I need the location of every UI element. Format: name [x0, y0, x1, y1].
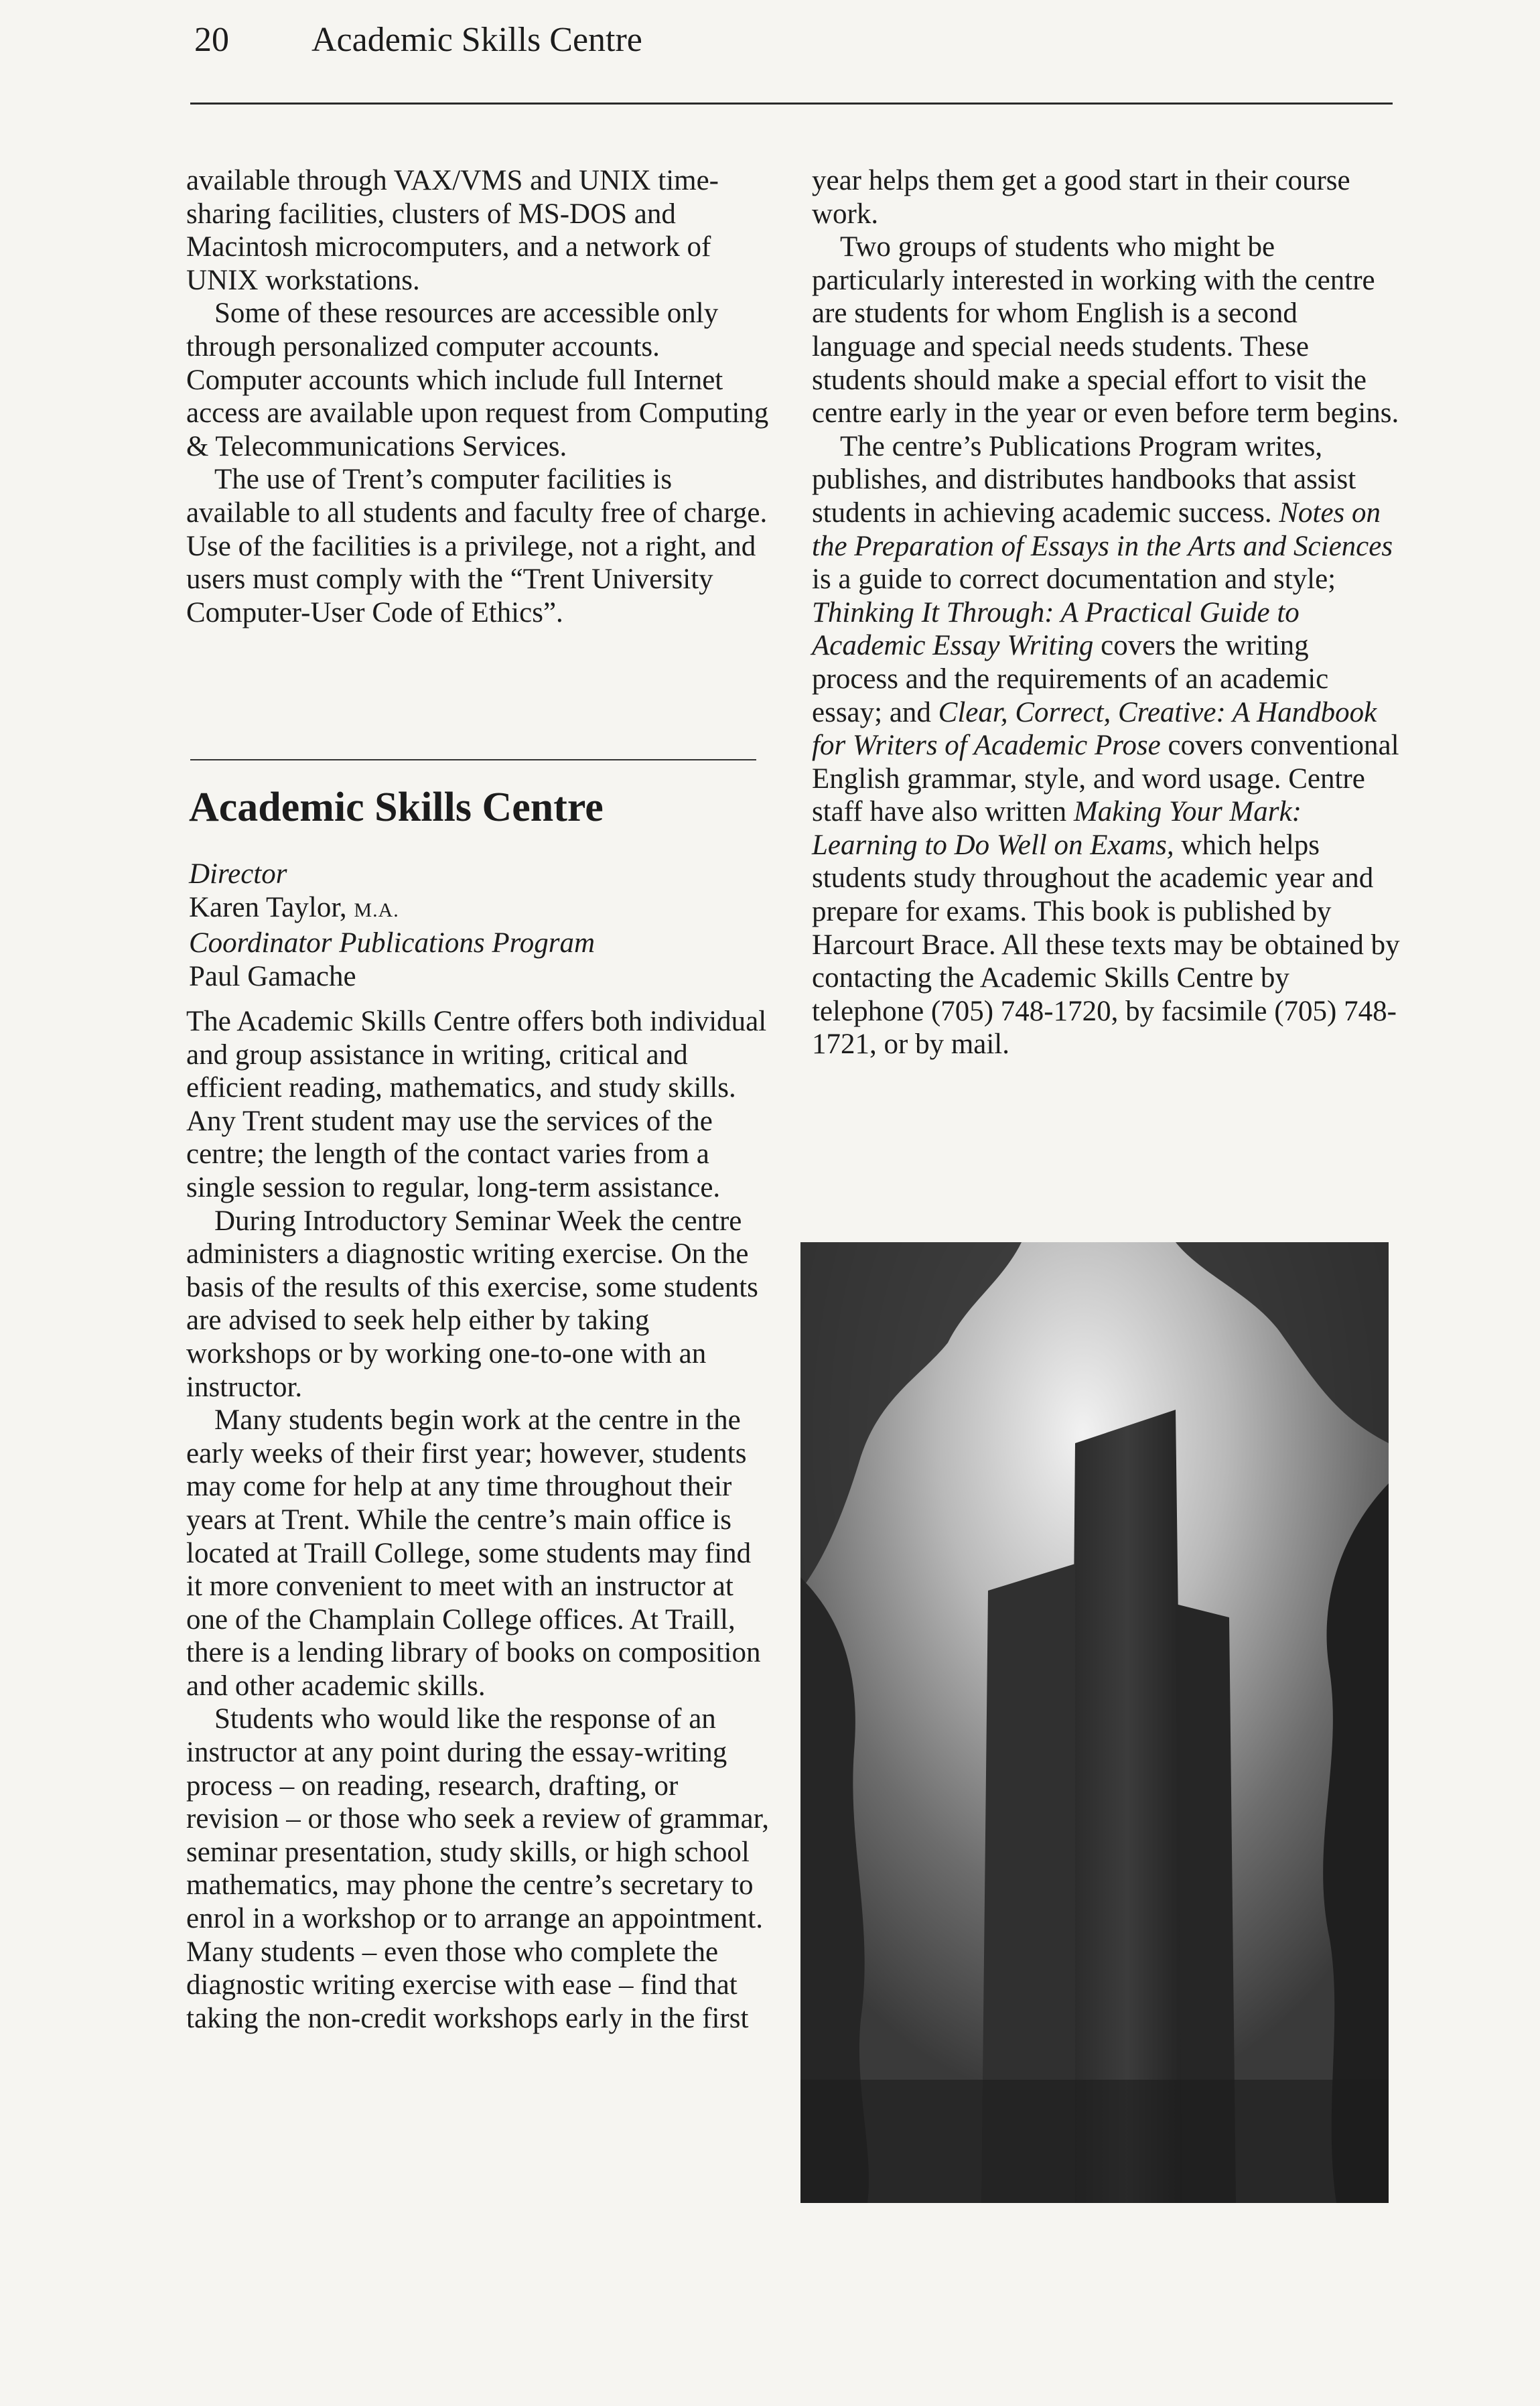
tower-photo [800, 1242, 1389, 2203]
paragraph: Students who would like the response of an instructor at any point during the essay-writing process – on reading, research, drafting, or revision – or those who seek a review of grammar, seminar presentation, study skills, or high school mathematics, may phone the centre’s secretary to enrol in a workshop or to arrange an appointment. Many students – even those who complete the diagnostic writing exercise with ease – find that taking the non-credit workshops early in the first [186, 1703, 769, 2034]
left-column-top [186, 164, 769, 629]
coordinator-name: Paul Gamache [189, 960, 356, 992]
section-title: Academic Skills Centre [189, 785, 604, 830]
director-entry [189, 891, 765, 927]
director-degree: M.A. [354, 898, 399, 921]
page-header [194, 19, 642, 62]
page-number: 20 [194, 21, 229, 59]
paragraph: The Academic Skills Centre offers both individual and group assistance in writing, critical and efficient reading, mathematics, and study skills. Any Trent student may use the services of the centre; the length of the contact varies from a single session to regular, long-term assistance. [186, 1006, 767, 1203]
paragraph: Many students begin work at the centre in the early weeks of their first year; however, students may come for help at any time throughout their years at Trent. While the centre’s main office is located at Traill College, some students may find it more convenient to meet with an instructor at one of the Champlain College offices. At Traill, there is a lending library of books on composition and other academic skills. [186, 1404, 761, 1702]
text-run: covers the writing process and the requirements of an academic essay; and [812, 630, 1329, 728]
paragraph: During Introductory Seminar Week the centre administers a diagnostic writing exercise. On the basis of the results of this exercise, some students are advised to seek help either by taking workshops or by working one-to-one with an instructor. [186, 1205, 758, 1403]
book-title: Thinking It Through: A Practical Guide to Academic Essay Writing [812, 596, 1300, 662]
director-name: Karen Taylor, [189, 891, 347, 923]
right-column [812, 164, 1401, 1061]
text-run: which helps students study throughout the academic year and prepare for exams. This book is published by Harcourt Brace. All these texts may be obtained by contacting the Academic Skills Centre by telephone (705) 748-1720, by facsimile (705) 748-1721, or by mail. [812, 829, 1400, 1061]
book-title: Notes on the Preparation of Essays in the Arts and Sciences [812, 496, 1393, 562]
text-run: is a guide to correct documentation and style; [812, 563, 1336, 596]
section-divider [190, 759, 756, 760]
director-role: Director [189, 858, 287, 890]
paragraph: Two groups of students who might be particularly interested in working with the centre are students for whom English is a second language and special needs students. These students should make a special effort to visit the centre early in the year or even before term begins. [812, 231, 1399, 429]
paragraph: available through VAX/VMS and UNIX time-sharing facilities, clusters of MS-DOS and Macintosh microcomputers, and a network of UNIX workstations. [186, 165, 719, 296]
paragraph: year helps them get a good start in their course work. [812, 165, 1350, 230]
tower-photo-icon [800, 1242, 1389, 2203]
coordinator-role: Coordinator Publications Program [189, 927, 596, 959]
text-run: covers conventional English grammar, style, and word usage. Centre staff have also written [812, 730, 1399, 828]
paragraph: Some of these resources are accessible only through personalized computer accounts. Computer accounts which include full Internet access are available upon request from Computing & Telecommunications Services. [186, 297, 769, 462]
book-title: Clear, Correct, Creative: A Handbook for Writers of Academic Prose [812, 696, 1377, 762]
header-rule [190, 103, 1393, 105]
paragraph: The use of Trent’s computer facilities is available to all students and faculty free of charge. Use of the facilities is a privilege, not a right, and users must comply with the “Trent University Computer-User Code of Ethics”. [186, 464, 768, 628]
book-title: Making Your Mark: Learning to Do Well on Exams, [812, 796, 1302, 861]
staff-list [189, 858, 765, 993]
publications-paragraph [812, 430, 1401, 1061]
text-run: The centre’s Publications Program writes, publishes, and distributes handbooks that assist students in achieving academic success. [812, 430, 1356, 529]
running-title: Academic Skills Centre [311, 21, 642, 59]
left-column-body [186, 1005, 769, 2035]
